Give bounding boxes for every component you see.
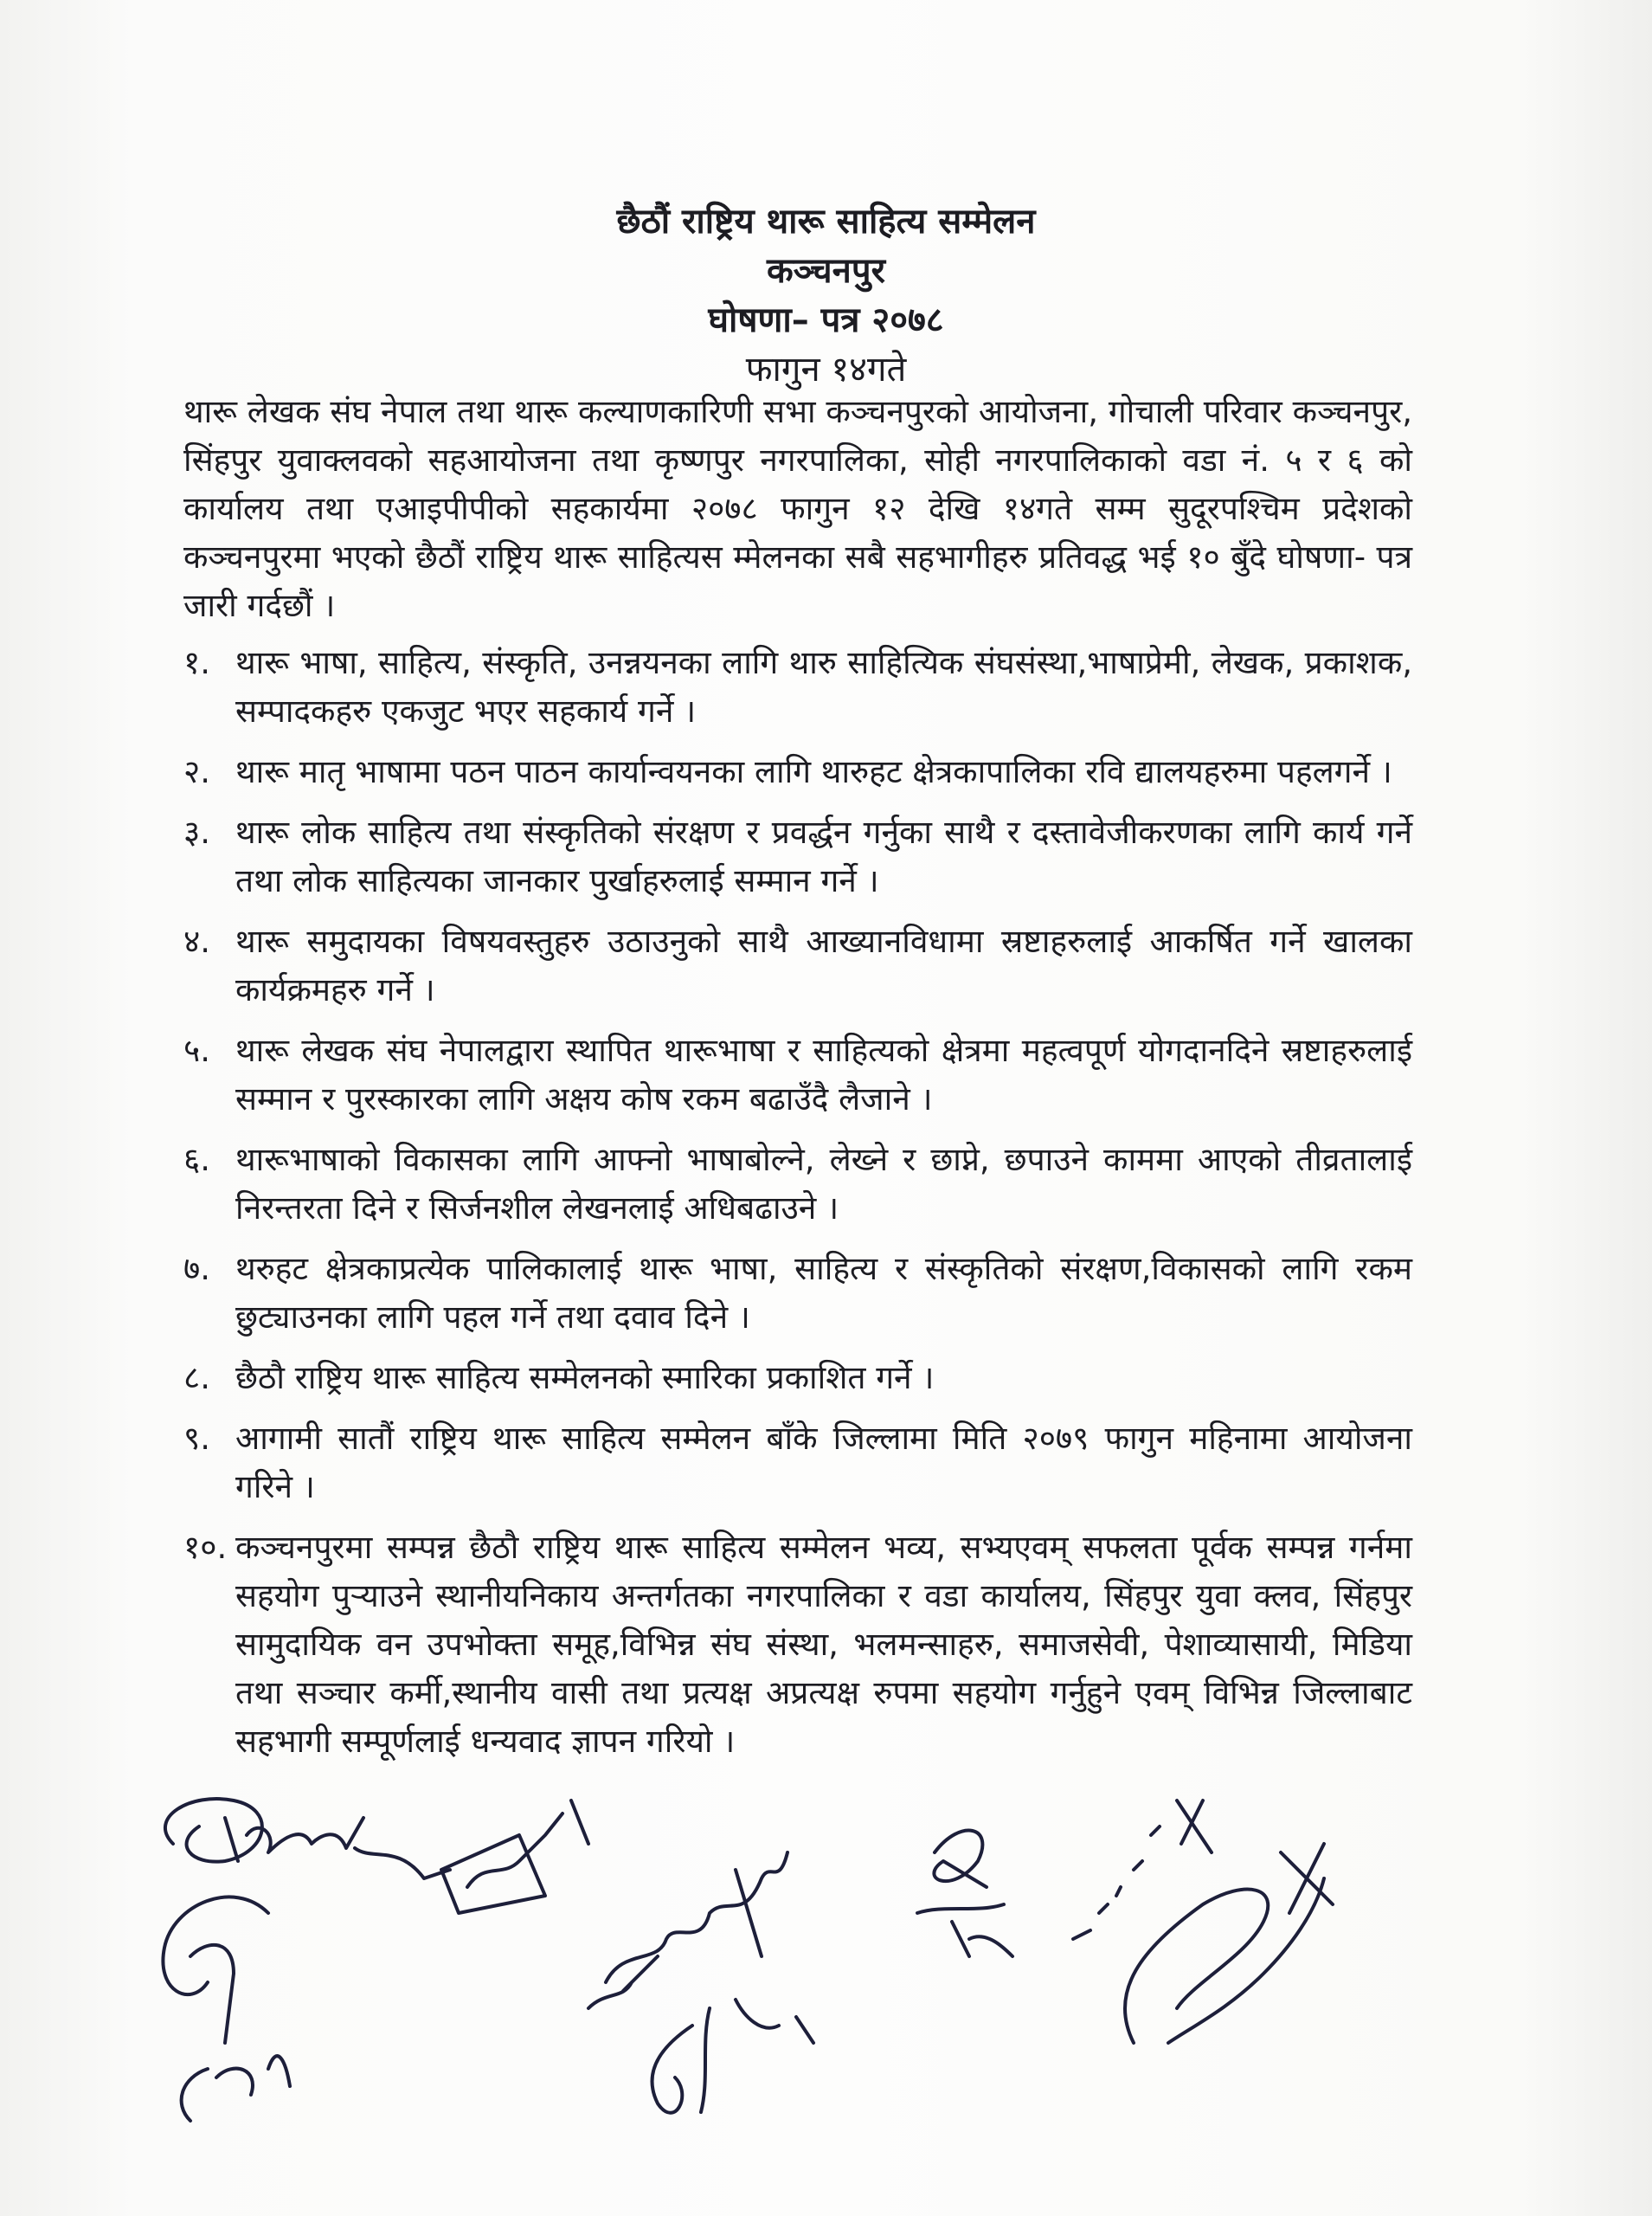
declaration-title: घोषणा– पत्र २०७८ — [708, 300, 944, 340]
point-number: १०. — [183, 1529, 228, 1566]
point-text: छैठौ राष्ट्रिय थारू साहित्य सम्मेलनको स्मारिका प्रकाशित गर्ने । — [235, 1359, 935, 1396]
signature-6 — [917, 1831, 1012, 1956]
declaration-point — [183, 1136, 1412, 1233]
point-number: २. — [183, 753, 211, 790]
point-number: ३. — [183, 814, 211, 851]
point-number: ५. — [183, 1032, 211, 1069]
declaration-point — [183, 1245, 1412, 1342]
point-number: ४. — [183, 923, 211, 960]
intro-paragraph: थारू लेखक संघ नेपाल तथा थारू कल्याणकारिणी सभा कञ्चनपुरको आयोजना, गोचाली परिवार कञ्चनपुर, सिंहपुर युवाक्लवको सहआयोजना तथा कृष्णपुर नगरपालिका, सोही नगरपालिकाको वडा नं. ५ र ६ को कार्यालय तथा एआइपीपीको सहकार्यमा २०७८ फागुन १२ देखि १४गते सम्म सुदूरपश्चिम प्रदेशको कञ्चनपुरमा भएको छैठौं राष्ट्रिय थारू साहित्यस म्मेलनका सबै सहभागीहरु प्रतिवद्ध भई १० बुँदे घोषणा- पत्र जारी गर्दछौं । — [183, 393, 1412, 624]
signature-5 — [652, 2000, 813, 2113]
point-number: ८. — [183, 1359, 211, 1396]
signature-4 — [588, 1852, 787, 2008]
document-body — [183, 388, 1412, 1778]
conference-title: छैठौं राष्ट्रिय थारू साहित्य सम्मेलन — [616, 202, 1036, 242]
point-text: थारूभाषाको विकासका लागि आफ्नो भाषाबोल्ने, लेख्ने र छाप्ने, छपाउने काममा आएको तीव्रतालाई निरन्तरता दिने र सिर्जनशील लेखनलाई अधिबढाउने । — [235, 1141, 1412, 1227]
point-number: १. — [183, 644, 211, 681]
signatures-area — [138, 1783, 1402, 2155]
point-text: थारू लेखक संघ नेपालद्वारा स्थापित थारूभाषा र साहित्यको क्षेत्रमा महत्वपूर्ण योगदानदिने स्रष्टाहरुलाई सम्मान र पुरस्कारका लागि अक्षय कोष रकम बढाउँदै लैजाने । — [235, 1032, 1412, 1118]
declaration-point — [183, 1027, 1412, 1124]
point-text: थारू लोक साहित्य तथा संस्कृतिको संरक्षण र प्रवर्द्धन गर्नुका साथै र दस्तावेजीकरणका लागि कार्य गर्ने तथा लोक साहित्यका जानकार पुर्खाहरुलाई सम्मान गर्ने । — [235, 814, 1412, 899]
declaration-point — [183, 748, 1412, 796]
point-text: थारू समुदायका विषयवस्तुहरु उठाउनुको साथै आख्यानविधामा स्रष्टाहरुलाई आकर्षित गर्ने खालका कार्यक्रमहरु गर्ने । — [235, 923, 1412, 1008]
point-text: थरुहट क्षेत्रकाप्रत्येक पालिकालाई थारू भाषा, साहित्य र संस्कृतिको संरक्षण,विकासको लागि रकम छुट्याउनका लागि पहल गर्ने तथा दवाव दिने । — [235, 1250, 1412, 1336]
declaration-point — [183, 1354, 1412, 1402]
declaration-point — [183, 1524, 1412, 1766]
signature-7 — [1073, 1800, 1212, 1939]
declaration-point — [183, 808, 1412, 905]
point-text: थारू भाषा, साहित्य, संस्कृति, उनन्नयनका लागि थारु साहित्यिक संघसंस्था,भाषाप्रेमी, लेखक, प्रकाशक, सम्पादकहरु एकजुट भएर सहकार्य गर्ने । — [235, 644, 1412, 730]
point-number: ६. — [183, 1141, 211, 1178]
signature-1 — [165, 1799, 450, 1878]
point-text: कञ्चनपुरमा सम्पन्न छैठौ राष्ट्रिय थारू साहित्य सम्मेलन भव्य, सभ्यएवम् सफलता पूर्वक सम्पन्न गर्नमा सहयोग पुऱ्याउने स्थानीयनिकाय अन्तर्गतका नगरपालिका र वडा कार्यालय, सिंहपुर युवा क्लव, सिंहपुर सामुदायिक वन उपभोक्ता समूह,विभिन्न संघ संस्था, भलमन्साहरु, समाजसेवी, पेशाव्यासायी, मिडिया तथा सञ्चार कर्मी,स्थानीय वासी तथा प्रत्यक्ष अप्रत्यक्ष रुपमा सहयोग गर्नुहुने एवम् विभिन्न जिल्लाबाट सहभागी सम्पूर्णलाई धन्यवाद ज्ञापन गरियो । — [235, 1529, 1412, 1760]
signature-3 — [441, 1800, 588, 1913]
point-number: ९. — [183, 1420, 211, 1457]
declaration-point — [183, 1414, 1412, 1511]
point-text: आगामी सातौं राष्ट्रिय थारू साहित्य सम्मेलन बाँके जिल्लामा मिति २०७९ फागुन महिनामा आयोजना गरिने । — [235, 1420, 1412, 1505]
signature-8 — [1125, 1844, 1333, 2043]
declaration-point — [183, 639, 1412, 736]
conference-place: कञ्चनपुर — [767, 251, 885, 291]
declaration-date: फागुन १४गते — [745, 350, 907, 390]
signatures-drawing — [138, 1783, 1402, 2155]
point-text: थारू मातृ भाषामा पठन पाठन कार्यान्वयनका लागि थारुहट क्षेत्रकापालिका रवि द्यालयहरुमा पहलगर्ने । — [235, 753, 1392, 790]
point-number: ७. — [183, 1250, 211, 1287]
signature-2 — [163, 1897, 290, 2121]
declaration-point — [183, 918, 1412, 1015]
document-header — [0, 197, 1652, 395]
declaration-points — [183, 639, 1412, 1766]
